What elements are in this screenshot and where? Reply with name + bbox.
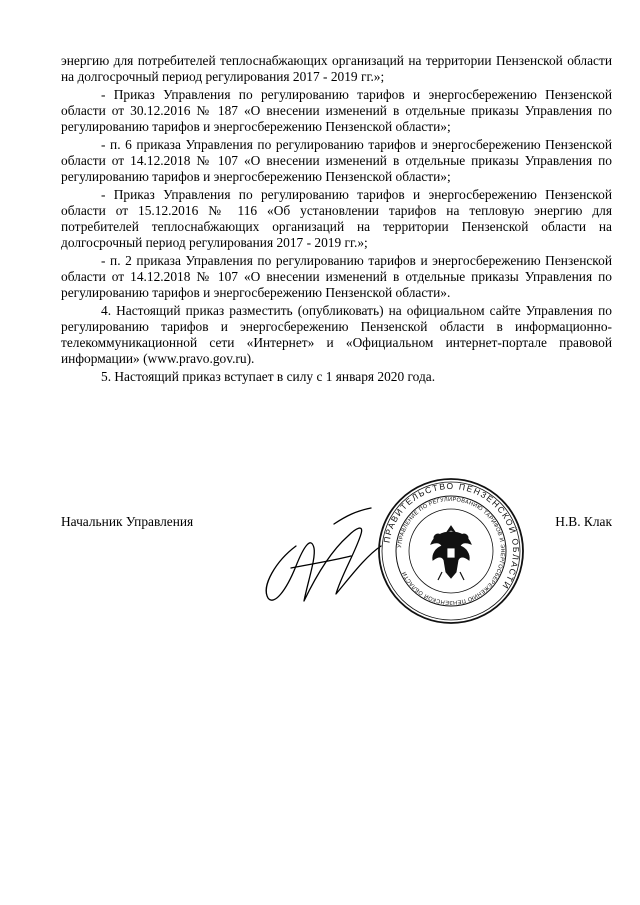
paragraph-3: - п. 6 приказа Управления по регулированию тарифов и энергосбережению Пензенской области от 14.12.2018 № 107 «О внесении изменений в отдельные приказы Управления по регулированию тарифов и энергосбережению Пензенской области»; [61,137,612,184]
signature-block [61,480,612,646]
official-seal [376,476,526,626]
body-text [61,53,612,387]
seal-inner-text: УПРАВЛЕНИЕ ПО РЕГУЛИРОВАНИЮ ТАРИФОВ И ЭНЕРГОСБЕРЕЖЕНИЮ ПЕНЗЕНСКОЙ ОБЛАСТИ [397,496,506,606]
paragraph-5: - п. 2 приказа Управления по регулированию тарифов и энергосбережению Пензенской области от 14.12.2018 № 107 «О внесении изменений в отдельные приказы Управления по регулированию тарифов и энергосбережению Пензенской области». [61,253,612,300]
eagle-emblem-icon [431,526,471,580]
paragraph-4: - Приказ Управления по регулированию тарифов и энергосбережению Пензенской области от 15.12.2016 № 116 «Об установлении тарифов на тепловую энергию для потребителей теплоснабжающих организаций на территории Пензенской области на долгосрочный период регулирования 2017 - 2019 гг.»; [61,187,612,250]
paragraph-6: 4. Настоящий приказ разместить (опубликовать) на официальном сайте Управления по регулированию тарифов и энергосбережению Пензенской области в информационно-телекоммуникационной сети «Интернет» и «Официальном интернет-портале правовой информации» (www.pravo.gov.ru). [61,303,612,366]
handwritten-signature [256,506,386,616]
paragraph-2: - Приказ Управления по регулированию тарифов и энергосбережению Пензенской области от 30.12.2016 № 187 «О внесении изменений в отдельные приказы Управления по регулированию тарифов и энергосбережению Пензенской области»; [61,87,612,134]
signer-name: Н.В. Клак [555,514,612,529]
paragraph-7: 5. Настоящий приказ вступает в силу с 1 января 2020 года. [101,369,436,384]
paragraph-1: энергию для потребителей теплоснабжающих организаций на территории Пензенской области на долгосрочный период регулирования 2017 - 2019 гг.»; [61,53,612,84]
seal-outer-text: ПРАВИТЕЛЬСТВО ПЕНЗЕНСКОЙ ОБЛАСТИ [381,480,522,592]
signer-title: Начальник Управления [61,514,194,529]
